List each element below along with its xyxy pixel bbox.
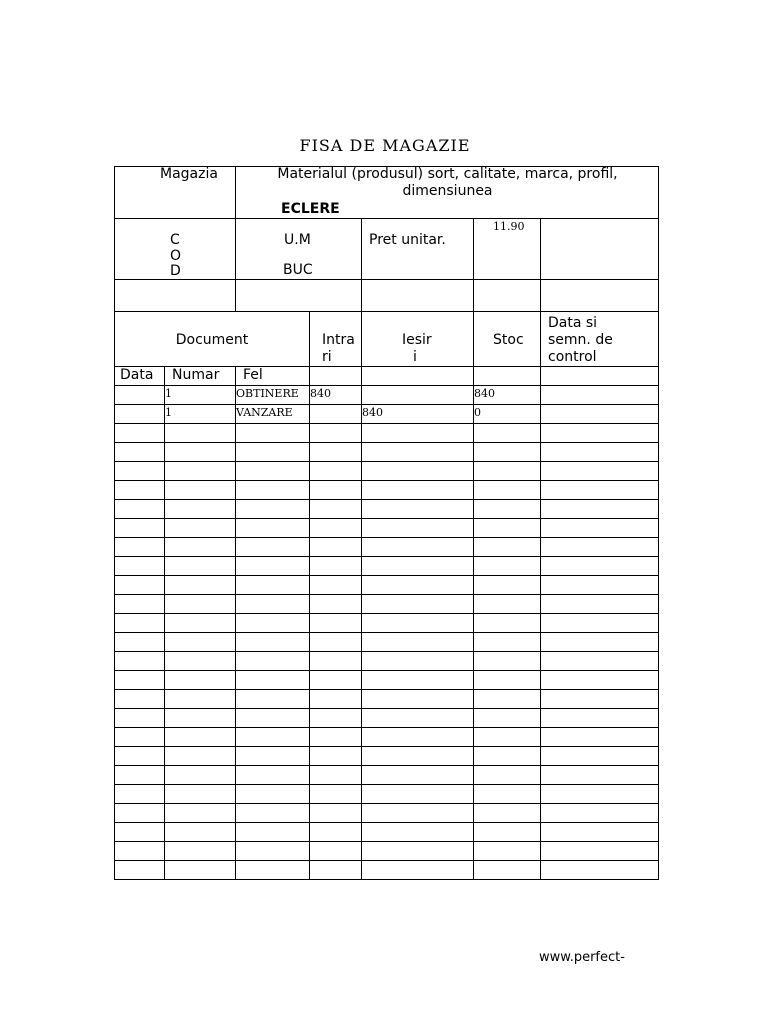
grid-line <box>114 594 659 595</box>
material-label-line2: dimensiunea <box>402 183 493 199</box>
grid-line <box>114 689 659 690</box>
grid-line <box>114 218 659 219</box>
grid-line <box>114 670 659 671</box>
grid-line <box>361 218 362 312</box>
col-iesiri-line1: Iesir <box>402 332 432 348</box>
grid-line <box>235 366 236 880</box>
page-title <box>0 136 650 155</box>
cod-letter-c: C <box>170 232 180 248</box>
cell-intrari: 840 <box>310 387 331 400</box>
col-control-line2: semn. de <box>548 332 613 348</box>
grid-line <box>114 765 659 766</box>
cell-numar: 1 <box>165 406 172 419</box>
grid-line <box>361 311 362 880</box>
pret-unitar-value: 11.90 <box>493 220 525 233</box>
col-intrari-line1: Intra <box>322 332 355 348</box>
grid-line <box>114 404 659 405</box>
um-label: U.M <box>284 232 311 248</box>
cod-letter-o: O <box>170 248 182 264</box>
um-value: BUC <box>283 262 313 278</box>
grid-line <box>114 480 659 481</box>
grid-line <box>114 556 659 557</box>
grid-line <box>114 499 659 500</box>
table-border-right <box>658 166 659 880</box>
cell-numar: 1 <box>165 387 172 400</box>
magazia-label: Magazia <box>160 166 218 182</box>
grid-line <box>164 366 165 880</box>
col-numar: Numar <box>172 367 220 383</box>
material-value: ECLERE <box>281 201 340 217</box>
col-intrari-line2: ri <box>322 349 332 365</box>
col-data: Data <box>120 367 154 383</box>
pret-unitar-label: Pret unitar. <box>369 232 446 248</box>
col-iesiri-line2: i <box>413 349 417 365</box>
cell-fel: VANZARE <box>236 406 293 419</box>
stock-card-table <box>114 166 659 880</box>
grid-line <box>114 822 659 823</box>
grid-line <box>114 727 659 728</box>
grid-line <box>114 841 659 842</box>
grid-line <box>114 461 659 462</box>
cod-letter-d: D <box>170 263 181 279</box>
grid-line <box>114 279 659 280</box>
grid-line <box>114 442 659 443</box>
grid-line <box>114 537 659 538</box>
grid-line <box>114 385 659 386</box>
grid-line <box>114 613 659 614</box>
col-control-line3: control <box>548 349 597 365</box>
cell-stoc: 0 <box>474 406 481 419</box>
grid-line <box>114 632 659 633</box>
table-border-left <box>114 166 115 880</box>
grid-line <box>540 311 541 880</box>
cell-stoc: 840 <box>474 387 495 400</box>
material-label-line1: Materialul (produsul) sort, calitate, marca, profil, <box>277 166 618 182</box>
footer-url: www.perfect- <box>539 950 625 965</box>
grid-line <box>114 423 659 424</box>
grid-line <box>114 860 659 861</box>
col-document: Document <box>175 332 249 348</box>
grid-line <box>114 746 659 747</box>
table-border-bottom <box>114 879 659 880</box>
grid-line <box>114 575 659 576</box>
grid-line <box>540 218 541 312</box>
title-text: FISA DE MAGAZIE <box>299 136 471 155</box>
grid-line <box>114 784 659 785</box>
col-control-line1: Data si <box>548 315 598 331</box>
grid-line <box>114 708 659 709</box>
grid-line <box>114 651 659 652</box>
grid-line <box>473 218 474 312</box>
cell-iesiri: 840 <box>362 406 383 419</box>
col-fel: Fel <box>243 367 263 383</box>
grid-line <box>114 311 659 312</box>
grid-line <box>114 518 659 519</box>
cell-fel: OBTINERE <box>236 387 299 400</box>
col-stoc: Stoc <box>493 332 524 348</box>
grid-line <box>114 803 659 804</box>
